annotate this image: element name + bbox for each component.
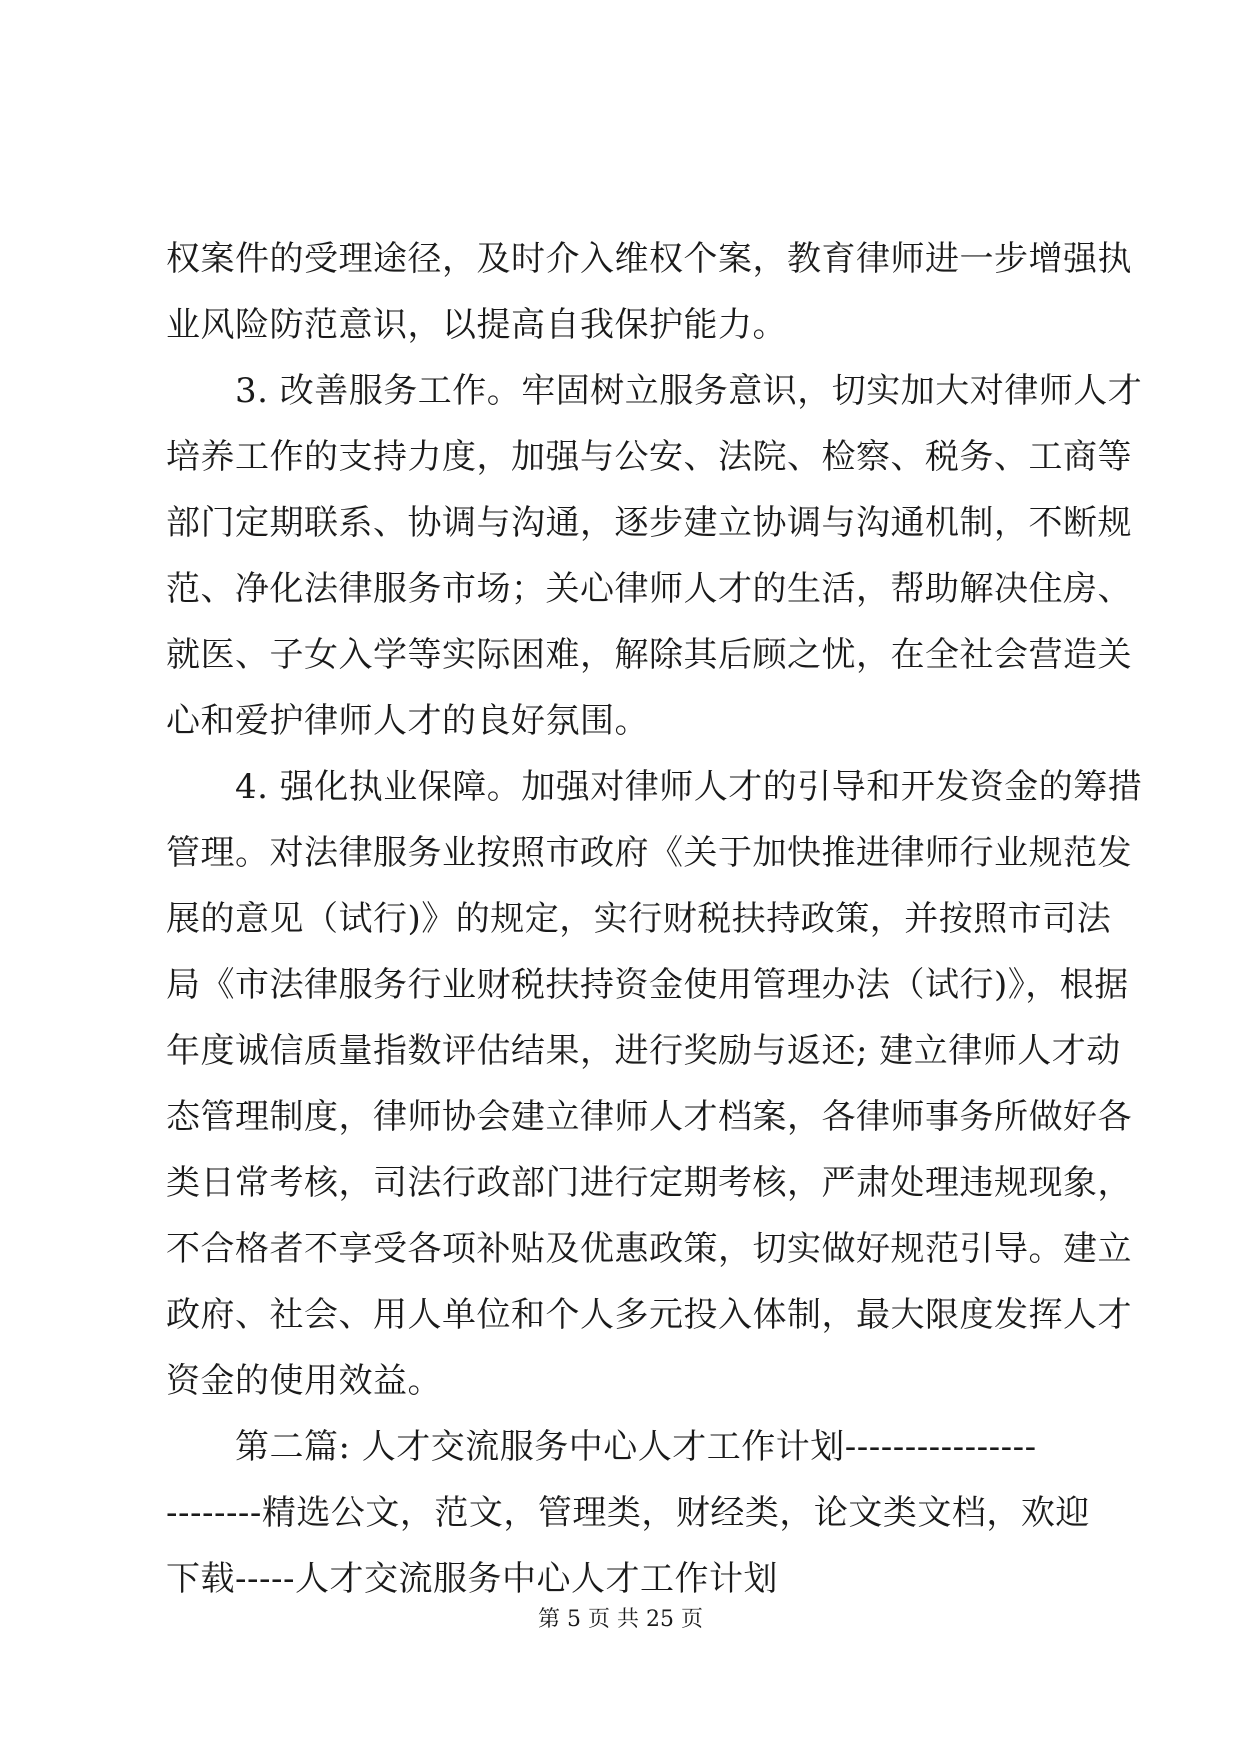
- text-line: 第二篇: 人才交流服务中心人才工作计划----------------: [166, 1427, 1037, 1467]
- page-number-footer: 第 5 页 共 25 页: [538, 1607, 703, 1632]
- body-text: [166, 226, 1143, 1612]
- text-line: 局《市法律服务行业财税扶持资金使用管理办法（试行)》，根据: [166, 965, 1129, 1005]
- text-line: 不合格者不享受各项补贴及优惠政策，切实做好规范引导。建立: [166, 1229, 1132, 1269]
- text-line: 培养工作的支持力度，加强与公安、法院、检察、税务、工商等: [166, 437, 1132, 477]
- text-line: 心和爱护律师人才的良好氛围。: [166, 701, 649, 741]
- text-line: 态管理制度，律师协会建立律师人才档案，各律师事务所做好各: [166, 1097, 1132, 1137]
- text-line: 3. 改善服务工作。牢固树立服务意识，切实加大对律师人才: [166, 371, 1143, 411]
- text-line: 管理。对法律服务业按照市政府《关于加快推进律师行业规范发: [166, 833, 1132, 873]
- text-line: 年度诚信质量指数评估结果，进行奖励与返还; 建立律师人才动: [166, 1031, 1121, 1071]
- text-line: 展的意见（试行)》的规定，实行财税扶持政策，并按照市司法: [166, 899, 1112, 939]
- text-line: 4. 强化执业保障。加强对律师人才的引导和开发资金的筹措: [166, 767, 1143, 807]
- text-line: 部门定期联系、协调与沟通，逐步建立协调与沟通机制，不断规: [166, 503, 1132, 543]
- text-line: 权案件的受理途径，及时介入维权个案，教育律师进一步增强执: [166, 239, 1132, 279]
- text-line: --------精选公文，范文，管理类，财经类，论文类文档，欢迎: [166, 1493, 1090, 1533]
- text-line: 就医、子女入学等实际困难，解除其后顾之忧，在全社会营造关: [166, 635, 1132, 675]
- text-line: 类日常考核，司法行政部门进行定期考核，严肃处理违规现象，: [166, 1163, 1132, 1203]
- text-line: 范、净化法律服务市场；关心律师人才的生活，帮助解决住房、: [166, 569, 1132, 609]
- text-line: 政府、社会、用人单位和个人多元投入体制，最大限度发挥人才: [166, 1295, 1132, 1335]
- text-line: 下载-----人才交流服务中心人才工作计划: [166, 1559, 778, 1599]
- text-line: 业风险防范意识，以提高自我保护能力。: [166, 305, 787, 345]
- text-line: 资金的使用效益。: [166, 1361, 442, 1401]
